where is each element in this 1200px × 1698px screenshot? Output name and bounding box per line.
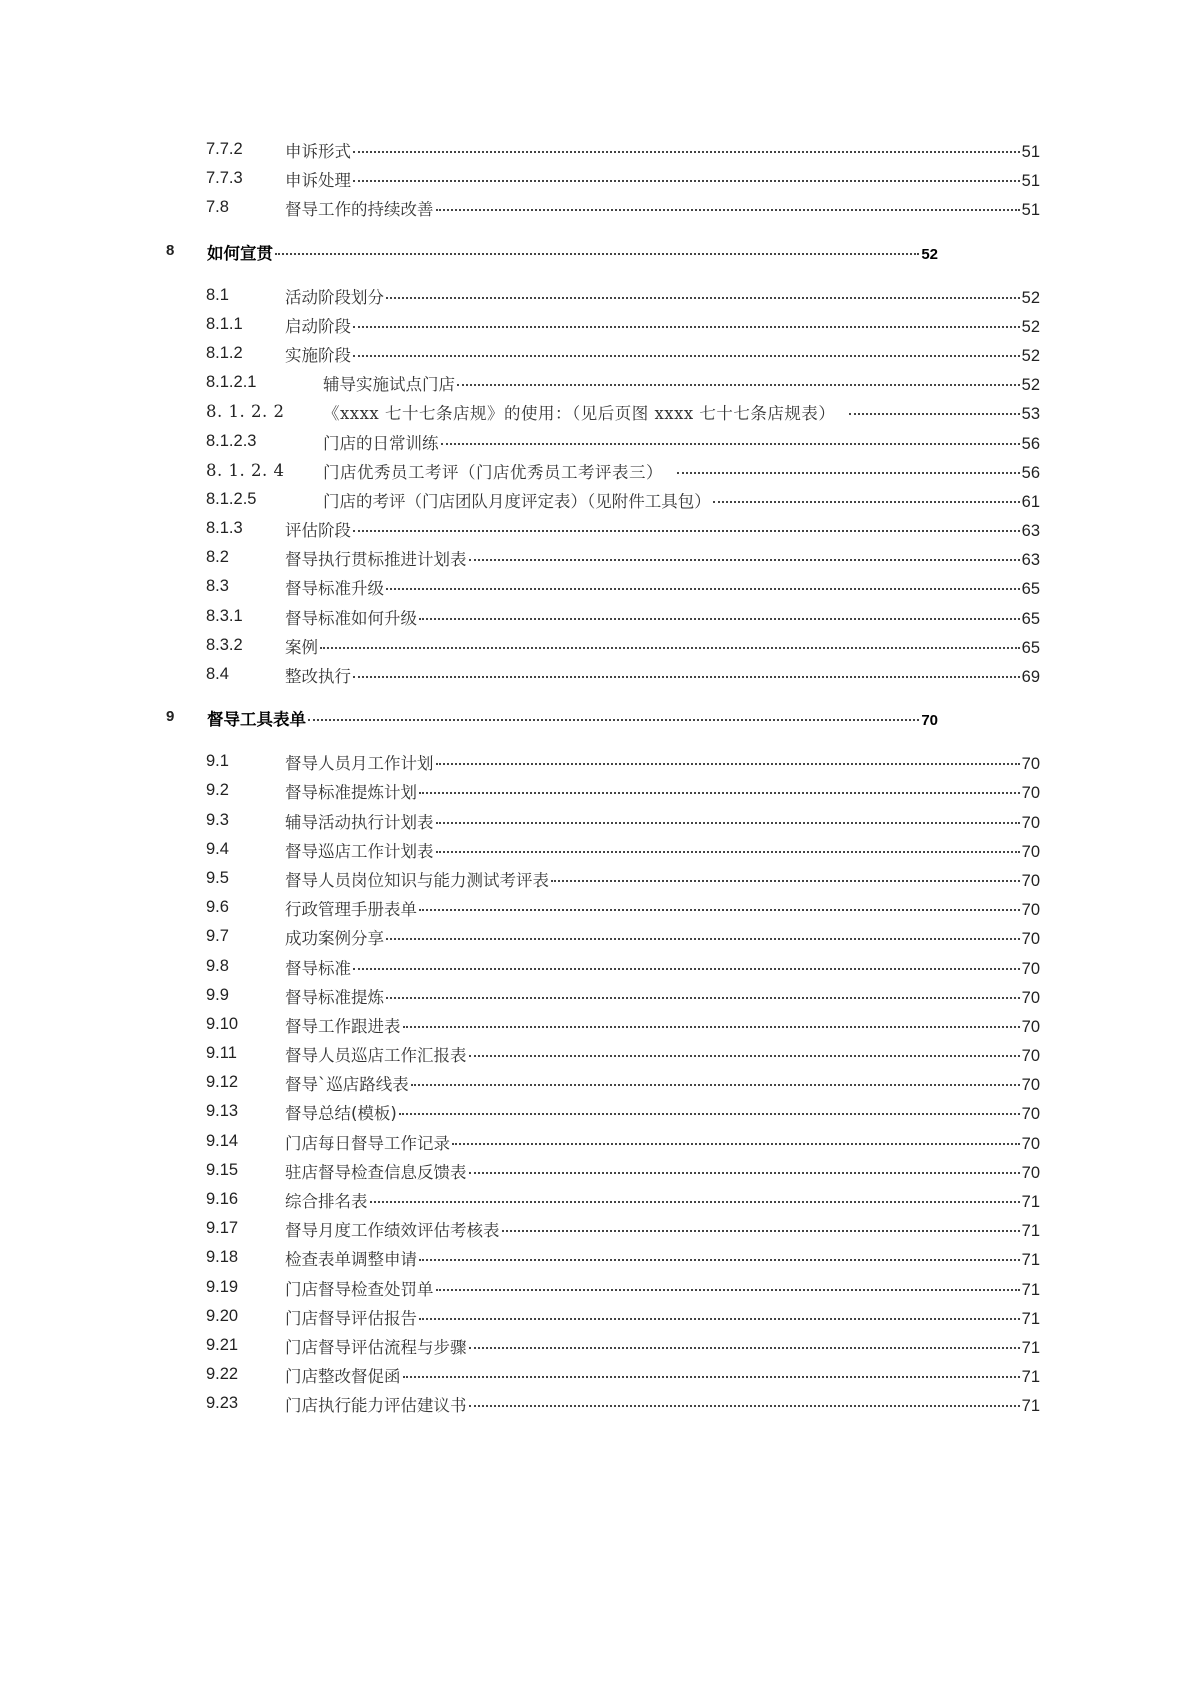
toc-entry-title[interactable]: 整改执行 bbox=[285, 667, 351, 686]
toc-entry-number: 9.7 bbox=[206, 927, 229, 946]
dot-leader bbox=[353, 355, 1020, 357]
dot-leader bbox=[469, 1055, 1020, 1057]
toc-entry-page-number: 70 bbox=[1021, 1105, 1040, 1124]
toc-entry-number: 9.4 bbox=[206, 839, 229, 858]
toc-entry-number: 9.10 bbox=[206, 1014, 239, 1033]
toc-entry-number: 9 bbox=[166, 708, 175, 726]
toc-chapter-entry[interactable] bbox=[0, 704, 1200, 733]
toc-entry-title[interactable]: 督导标准提炼计划 bbox=[285, 783, 417, 803]
toc-entry-title[interactable]: 如何宣贯 bbox=[207, 243, 273, 263]
dot-leader bbox=[452, 1143, 1020, 1145]
toc-entry-number: 9.14 bbox=[206, 1131, 239, 1150]
toc-entry-number: 8.1.1 bbox=[206, 314, 243, 333]
toc-entry[interactable] bbox=[0, 836, 1200, 865]
toc-entry-title[interactable]: 启动阶段 bbox=[285, 316, 351, 336]
toc-entry-number: 9.18 bbox=[206, 1248, 239, 1267]
toc-entry[interactable] bbox=[0, 923, 1200, 952]
toc-entry-title[interactable]: 门店督导评估报告 bbox=[285, 1308, 417, 1328]
toc-entry-title[interactable]: 督导`巡店路线表 bbox=[285, 1075, 409, 1095]
toc-entry[interactable] bbox=[0, 894, 1200, 923]
toc-entry-page-number: 70 bbox=[1021, 930, 1040, 949]
toc-entry-number: 9.8 bbox=[206, 956, 229, 975]
toc-entry[interactable] bbox=[0, 1244, 1200, 1273]
toc-entry[interactable] bbox=[0, 428, 1200, 457]
toc-entry-page-number: 56 bbox=[1021, 434, 1040, 453]
toc-entry[interactable] bbox=[0, 194, 1200, 223]
toc-entry-title[interactable]: 辅导活动执行计划表 bbox=[285, 812, 434, 832]
toc-entry[interactable] bbox=[0, 1186, 1200, 1215]
dot-leader bbox=[436, 1289, 1020, 1291]
toc-entry-title[interactable]: 门店执行能力评估建议书 bbox=[285, 1396, 467, 1416]
toc-entry-number: 9.6 bbox=[206, 898, 229, 917]
toc-entry-title[interactable]: 督导标准 bbox=[285, 958, 351, 978]
dot-leader bbox=[308, 719, 919, 721]
toc-entry[interactable] bbox=[0, 1098, 1200, 1127]
dot-leader bbox=[353, 326, 1020, 328]
toc-entry-number: 8.1.2.3 bbox=[206, 431, 257, 450]
toc-entry-page-number: 56 bbox=[1021, 463, 1040, 482]
toc-entry-title[interactable]: 案例 bbox=[285, 637, 318, 657]
toc-entry-title[interactable]: 《xxxx 七十七条店规》的使用：（见后页图 xxxx 七十七条店规表） bbox=[323, 404, 836, 424]
toc-entry-page-number: 71 bbox=[1021, 1309, 1040, 1328]
toc-entry-title[interactable]: 督导人员巡店工作汇报表 bbox=[285, 1046, 467, 1066]
toc-entry-title[interactable]: 成功案例分享 bbox=[285, 929, 384, 949]
toc-entry[interactable] bbox=[0, 573, 1200, 602]
dot-leader bbox=[386, 997, 1020, 999]
toc-entry-number: 9.9 bbox=[206, 985, 229, 1004]
toc-entry-page-number: 70 bbox=[921, 712, 938, 730]
dot-leader bbox=[849, 413, 1019, 415]
toc-entry[interactable] bbox=[0, 1128, 1200, 1157]
toc-entry[interactable] bbox=[0, 486, 1200, 515]
toc-entry-title[interactable]: 督导人员岗位知识与能力测试考评表 bbox=[285, 870, 549, 890]
toc-entry-title[interactable]: 督导执行贯标推进计划表 bbox=[285, 550, 467, 570]
toc-entry[interactable] bbox=[0, 953, 1200, 982]
dot-leader bbox=[386, 938, 1020, 940]
toc-entry[interactable] bbox=[0, 544, 1200, 573]
toc-entry-number: 9.15 bbox=[206, 1160, 239, 1179]
toc-entry[interactable] bbox=[0, 398, 1200, 427]
toc-entry-title[interactable]: 督导月度工作绩效评估考核表 bbox=[285, 1221, 500, 1241]
toc-entry-number: 8. 1. 2. 2 bbox=[206, 402, 285, 422]
toc-entry-page-number: 65 bbox=[1021, 609, 1040, 628]
toc-entry-title[interactable]: 督导标准如何升级 bbox=[285, 608, 417, 628]
toc-entry[interactable] bbox=[0, 1069, 1200, 1098]
toc-entry-title[interactable]: 门店督导检查处罚单 bbox=[285, 1279, 434, 1299]
toc-entry-page-number: 63 bbox=[1021, 551, 1040, 570]
dot-leader bbox=[419, 1318, 1020, 1320]
toc-entry-page-number: 70 bbox=[1021, 1017, 1040, 1036]
toc-entry-page-number: 51 bbox=[1021, 143, 1040, 161]
dot-leader bbox=[469, 559, 1020, 561]
dot-leader bbox=[436, 851, 1020, 853]
toc-entry-title[interactable]: 门店每日督导工作记录 bbox=[285, 1133, 450, 1153]
toc-entry-number: 7.7.2 bbox=[206, 140, 243, 158]
toc-entry-title[interactable]: 督导工作的持续改善 bbox=[285, 200, 434, 220]
toc-entry-page-number: 71 bbox=[1021, 1397, 1040, 1416]
toc-entry-page-number: 70 bbox=[1021, 842, 1040, 861]
toc-entry[interactable] bbox=[0, 777, 1200, 806]
toc-entry-page-number: 65 bbox=[1021, 638, 1040, 657]
toc-entry-page-number: 70 bbox=[1021, 1134, 1040, 1153]
toc-entry-number: 8.2 bbox=[206, 548, 229, 567]
dot-leader bbox=[419, 618, 1020, 620]
toc-entry-number: 8.1.2 bbox=[206, 343, 243, 362]
toc-entry-number: 8.4 bbox=[206, 665, 229, 683]
dot-leader bbox=[551, 880, 1020, 882]
toc-entry-number: 7.8 bbox=[206, 198, 229, 217]
toc-entry-number: 8. 1. 2. 4 bbox=[206, 460, 285, 480]
dot-leader bbox=[353, 530, 1020, 532]
toc-entry[interactable] bbox=[0, 369, 1200, 398]
toc-entry[interactable] bbox=[0, 603, 1200, 632]
toc-entry-page-number: 69 bbox=[1021, 668, 1040, 686]
dot-leader bbox=[713, 501, 1020, 503]
toc-entry-title[interactable]: 督导总结(模板) bbox=[285, 1104, 397, 1124]
toc-entry-page-number: 53 bbox=[1021, 405, 1040, 424]
toc-entry-number: 9.17 bbox=[206, 1219, 239, 1238]
dot-leader bbox=[469, 1172, 1020, 1174]
table-of-contents bbox=[0, 136, 1200, 1420]
dot-leader bbox=[403, 1026, 1020, 1028]
toc-entry-number: 9.1 bbox=[206, 752, 229, 771]
toc-entry[interactable] bbox=[0, 865, 1200, 894]
toc-entry-title[interactable]: 门店优秀员工考评（门店优秀员工考评表三） bbox=[323, 462, 663, 482]
toc-entry-page-number: 61 bbox=[1021, 492, 1040, 511]
toc-entry-title[interactable]: 督导标准升级 bbox=[285, 579, 384, 599]
toc-entry-number: 8.3 bbox=[206, 577, 229, 596]
toc-entry-title[interactable]: 活动阶段划分 bbox=[285, 287, 384, 307]
toc-entry-title[interactable]: 评估阶段 bbox=[285, 521, 351, 541]
dot-leader bbox=[370, 1201, 1020, 1203]
toc-entry-title[interactable]: 实施阶段 bbox=[285, 345, 351, 365]
toc-entry-number: 8.1 bbox=[206, 285, 229, 304]
toc-entry-title[interactable]: 门店整改督促函 bbox=[285, 1367, 401, 1387]
toc-entry-page-number: 70 bbox=[1021, 871, 1040, 890]
toc-entry[interactable] bbox=[0, 1215, 1200, 1244]
toc-entry[interactable] bbox=[0, 1361, 1200, 1390]
toc-entry[interactable] bbox=[0, 632, 1200, 661]
toc-entry[interactable] bbox=[0, 340, 1200, 369]
toc-entry-number: 9.3 bbox=[206, 810, 229, 829]
toc-entry[interactable] bbox=[0, 165, 1200, 194]
toc-entry-page-number: 71 bbox=[1021, 1368, 1040, 1387]
toc-entry-number: 9.20 bbox=[206, 1306, 239, 1325]
toc-entry[interactable] bbox=[0, 982, 1200, 1011]
toc-entry-title[interactable]: 行政管理手册表单 bbox=[285, 900, 417, 920]
dot-leader bbox=[469, 1347, 1020, 1349]
dot-leader bbox=[403, 1376, 1020, 1378]
dot-leader bbox=[441, 443, 1020, 445]
toc-entry-page-number: 70 bbox=[1021, 959, 1040, 978]
toc-entry-page-number: 51 bbox=[1021, 201, 1040, 220]
dot-leader bbox=[677, 472, 1020, 474]
toc-chapter-entry[interactable] bbox=[0, 238, 1200, 267]
toc-entry-page-number: 52 bbox=[1021, 376, 1040, 395]
toc-entry[interactable] bbox=[0, 282, 1200, 311]
toc-entry-number: 9.11 bbox=[206, 1044, 237, 1063]
dot-leader bbox=[399, 1113, 1020, 1115]
toc-entry-page-number: 71 bbox=[1021, 1222, 1040, 1241]
toc-entry-number: 8.1.3 bbox=[206, 519, 243, 538]
toc-entry-title[interactable]: 门店督导评估流程与步骤 bbox=[285, 1337, 467, 1357]
toc-entry[interactable] bbox=[0, 748, 1200, 777]
toc-entry-page-number: 70 bbox=[1021, 1163, 1040, 1182]
toc-entry-page-number: 70 bbox=[1021, 813, 1040, 832]
toc-entry-title[interactable]: 辅导实施试点门店 bbox=[323, 375, 455, 395]
dot-leader bbox=[386, 588, 1020, 590]
dot-leader bbox=[419, 792, 1020, 794]
toc-entry-title[interactable]: 检查表单调整申请 bbox=[285, 1250, 417, 1270]
toc-entry-number: 9.22 bbox=[206, 1365, 239, 1384]
toc-entry-page-number: 70 bbox=[1021, 1047, 1040, 1066]
toc-entry-page-number: 52 bbox=[1021, 317, 1040, 336]
toc-entry-number: 8.1.2.5 bbox=[206, 489, 257, 508]
dot-leader bbox=[419, 909, 1020, 911]
dot-leader bbox=[419, 1259, 1020, 1261]
dot-leader bbox=[436, 209, 1020, 211]
toc-entry-title[interactable]: 督导工具表单 bbox=[207, 710, 306, 730]
toc-entry-page-number: 52 bbox=[921, 245, 938, 263]
dot-leader bbox=[353, 968, 1020, 970]
toc-entry-number: 9.21 bbox=[206, 1335, 239, 1354]
toc-entry-page-number: 70 bbox=[1021, 784, 1040, 803]
toc-entry-number: 9.2 bbox=[206, 781, 229, 800]
toc-entry-page-number: 71 bbox=[1021, 1193, 1040, 1211]
toc-entry-number: 7.7.3 bbox=[206, 169, 243, 188]
toc-entry[interactable] bbox=[0, 1303, 1200, 1332]
dot-leader bbox=[353, 180, 1020, 182]
toc-entry-page-number: 70 bbox=[1021, 988, 1040, 1007]
toc-entry-number: 9.12 bbox=[206, 1073, 239, 1092]
dot-leader bbox=[411, 1084, 1020, 1086]
toc-entry[interactable] bbox=[0, 1332, 1200, 1361]
toc-entry-page-number: 71 bbox=[1021, 1251, 1040, 1270]
toc-entry[interactable] bbox=[0, 1157, 1200, 1186]
toc-entry-title[interactable]: 督导工作跟进表 bbox=[285, 1016, 401, 1036]
toc-entry-page-number: 52 bbox=[1021, 288, 1040, 307]
toc-entry-number: 9.16 bbox=[206, 1190, 239, 1208]
toc-entry-title[interactable]: 综合排名表 bbox=[285, 1192, 368, 1211]
toc-entry-number: 8.1.2.1 bbox=[206, 373, 257, 392]
toc-entry-number: 8 bbox=[166, 241, 175, 259]
dot-leader bbox=[386, 297, 1020, 299]
toc-entry[interactable] bbox=[0, 311, 1200, 340]
toc-entry[interactable] bbox=[0, 1011, 1200, 1040]
dot-leader bbox=[469, 1405, 1020, 1407]
toc-entry-title[interactable]: 申诉形式 bbox=[285, 142, 351, 161]
toc-entry-page-number: 63 bbox=[1021, 522, 1040, 541]
toc-entry-number: 8.3.2 bbox=[206, 635, 243, 654]
toc-entry-page-number: 71 bbox=[1021, 1280, 1040, 1299]
dot-leader bbox=[353, 151, 1020, 153]
toc-entry-number: 9.5 bbox=[206, 868, 229, 887]
toc-entry-number: 9.19 bbox=[206, 1277, 239, 1296]
toc-entry-number: 9.13 bbox=[206, 1102, 239, 1121]
toc-entry[interactable] bbox=[0, 515, 1200, 544]
toc-entry-page-number: 70 bbox=[1021, 755, 1040, 774]
toc-entry-title[interactable]: 督导标准提炼 bbox=[285, 987, 384, 1007]
toc-entry-page-number: 51 bbox=[1021, 172, 1040, 191]
toc-entry[interactable] bbox=[0, 1040, 1200, 1069]
toc-entry-title[interactable]: 督导人员月工作计划 bbox=[285, 754, 434, 774]
toc-entry[interactable] bbox=[0, 661, 1200, 690]
dot-leader bbox=[353, 676, 1020, 678]
dot-leader bbox=[320, 647, 1020, 649]
toc-entry-page-number: 70 bbox=[1021, 1076, 1040, 1095]
dot-leader bbox=[275, 253, 919, 255]
dot-leader bbox=[502, 1230, 1020, 1232]
toc-entry[interactable] bbox=[0, 1274, 1200, 1303]
toc-entry[interactable] bbox=[0, 1390, 1200, 1419]
toc-entry[interactable] bbox=[0, 807, 1200, 836]
toc-entry-title[interactable]: 督导巡店工作计划表 bbox=[285, 841, 434, 861]
toc-entry-page-number: 52 bbox=[1021, 346, 1040, 365]
toc-entry-title[interactable]: 门店的日常训练 bbox=[323, 433, 439, 453]
toc-entry-title[interactable]: 申诉处理 bbox=[285, 171, 351, 191]
toc-entry-title[interactable]: 驻店督导检查信息反馈表 bbox=[285, 1162, 467, 1182]
toc-entry-page-number: 65 bbox=[1021, 580, 1040, 599]
toc-entry-page-number: 70 bbox=[1021, 901, 1040, 920]
toc-entry[interactable] bbox=[0, 457, 1200, 486]
toc-entry-title[interactable]: 门店的考评（门店团队月度评定表）（见附件工具包） bbox=[323, 491, 711, 511]
dot-leader bbox=[436, 822, 1020, 824]
toc-entry[interactable] bbox=[0, 136, 1200, 165]
toc-entry-page-number: 71 bbox=[1021, 1338, 1040, 1357]
toc-entry-number: 8.3.1 bbox=[206, 606, 243, 625]
dot-leader bbox=[436, 763, 1020, 765]
dot-leader bbox=[457, 384, 1020, 386]
toc-entry-number: 9.23 bbox=[206, 1394, 239, 1413]
